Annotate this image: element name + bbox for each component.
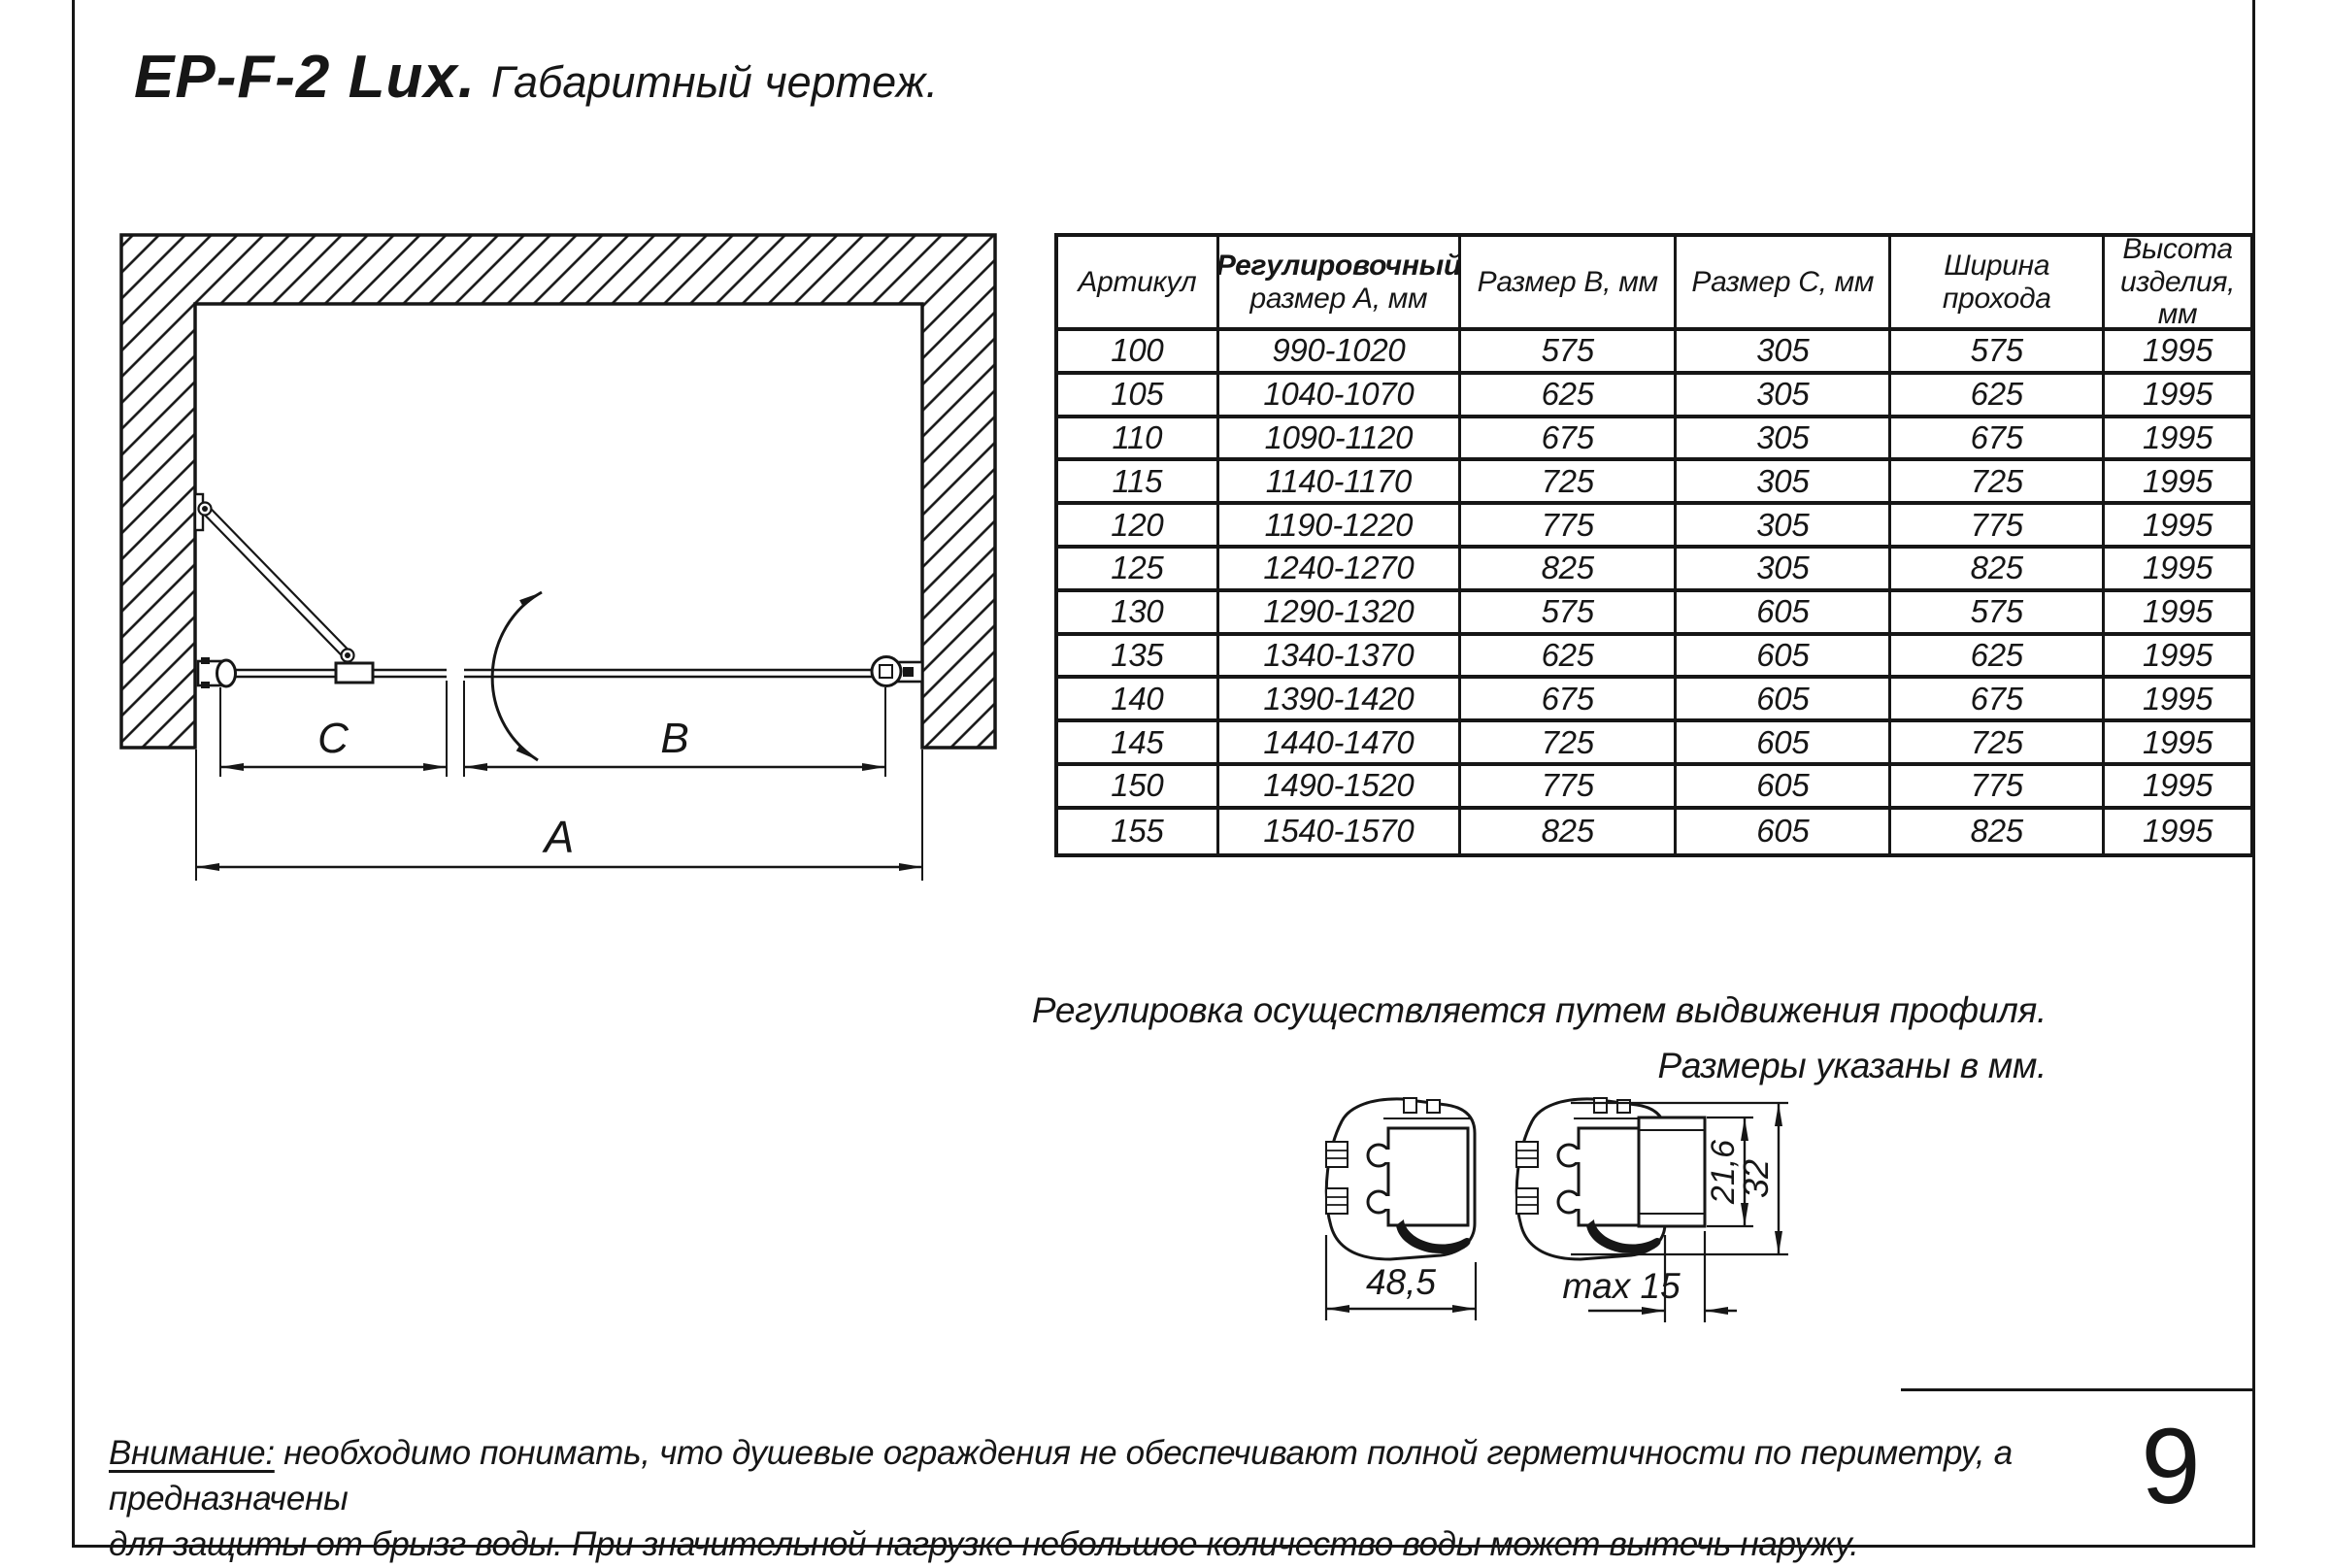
- table-cell: 825: [1461, 810, 1677, 853]
- table-cell: 1090-1120: [1219, 418, 1461, 462]
- table-cell: 625: [1891, 636, 2105, 680]
- table-cell: 725: [1461, 461, 1677, 505]
- table-cell: 1995: [2105, 331, 2250, 375]
- table-cell: 1490-1520: [1219, 766, 1461, 810]
- table-cell: 305: [1677, 505, 1891, 549]
- col-header-size-a-rest: размер A, мм: [1249, 282, 1428, 315]
- table-cell: 1995: [2105, 636, 2250, 680]
- support-bar-pivot-bottom: [345, 652, 350, 658]
- table-cell: 990-1020: [1219, 331, 1461, 375]
- table-cell: 305: [1677, 375, 1891, 418]
- table-cell: 1995: [2105, 461, 2250, 505]
- spec-table: [1054, 233, 2254, 857]
- table-cell: 725: [1891, 461, 2105, 505]
- table-cell: 1390-1420: [1219, 679, 1461, 722]
- table-cell: 775: [1891, 766, 2105, 810]
- dimension-drawing: [107, 223, 1029, 893]
- table-cell: 675: [1461, 418, 1677, 462]
- table-cell: 1140-1170: [1219, 461, 1461, 505]
- table-cell: 130: [1058, 592, 1219, 636]
- table-cell: 115: [1058, 461, 1219, 505]
- note-line-2: Размеры указаны в мм.: [1657, 1046, 2047, 1086]
- table-cell: 1995: [2105, 375, 2250, 418]
- right-wall-bracket: [872, 657, 922, 686]
- table-cell: 155: [1058, 810, 1219, 853]
- table-cell: 605: [1677, 722, 1891, 766]
- col-header-pass-width: Ширина прохода: [1891, 237, 2105, 331]
- table-cell: 1340-1370: [1219, 636, 1461, 680]
- table-cell: 725: [1891, 722, 2105, 766]
- table-cell: 675: [1891, 679, 2105, 722]
- col-header-size-a: [1215, 237, 1462, 331]
- table-cell: 1190-1220: [1219, 505, 1461, 549]
- table-cell: 725: [1461, 722, 1677, 766]
- table-cell: 625: [1461, 636, 1677, 680]
- profile-sections: [1315, 1092, 1796, 1340]
- profile-extended-insert: [1639, 1118, 1705, 1226]
- table-cell: 145: [1058, 722, 1219, 766]
- table-cell: 100: [1058, 331, 1219, 375]
- table-cell: 140: [1058, 679, 1219, 722]
- profile-outer-height-label: 32: [1736, 1158, 1776, 1199]
- table-cell: 1540-1570: [1219, 810, 1461, 853]
- warning-line-1-rest: необходимо понимать, что душевые ограждения не обеспечивают полной герметичности по периметру, а предназначены: [109, 1434, 2013, 1518]
- profile-retracted: [1326, 1098, 1475, 1259]
- adjustment-notes: [1032, 983, 2047, 1094]
- support-bar: [195, 494, 354, 662]
- table-cell: 1240-1270: [1219, 549, 1461, 592]
- warning-text: [109, 1431, 2050, 1568]
- table-cell: 305: [1677, 461, 1891, 505]
- table-cell: 825: [1891, 549, 2105, 592]
- table-cell: 575: [1461, 592, 1677, 636]
- drawing-subtitle: Габаритный чертеж.: [491, 57, 939, 107]
- table-cell: 625: [1461, 375, 1677, 418]
- table-cell: 575: [1461, 331, 1677, 375]
- table-cell: 575: [1891, 592, 2105, 636]
- table-cell: 605: [1677, 679, 1891, 722]
- dim-label-b: B: [660, 715, 689, 762]
- table-cell: 305: [1677, 549, 1891, 592]
- page-number: 9: [2141, 1407, 2201, 1526]
- col-header-article: Артикул: [1058, 237, 1219, 331]
- table-cell: 675: [1891, 418, 2105, 462]
- table-cell: 1995: [2105, 505, 2250, 549]
- support-bar-pivot-top: [202, 506, 208, 512]
- table-cell: 1995: [2142, 813, 2214, 850]
- warning-line-1: [109, 1431, 2050, 1522]
- table-cell: 110: [1058, 418, 1219, 462]
- table-cell: 675: [1461, 679, 1677, 722]
- table-cell: 605: [1677, 810, 1891, 853]
- table-cell: 105: [1058, 375, 1219, 418]
- table-cell: 120: [1058, 505, 1219, 549]
- table-cell: 1995: [2105, 766, 2250, 810]
- table-cell: 150: [1058, 766, 1219, 810]
- col-header-size-b: Размер B, мм: [1461, 237, 1677, 331]
- table-cell: 1290-1320: [1219, 592, 1461, 636]
- page-title: [134, 43, 938, 112]
- page-number-box: [2087, 1390, 2254, 1544]
- model-name: EP-F-2 Lux.: [134, 44, 477, 111]
- table-cell: 305: [1677, 331, 1891, 375]
- profile-max-extension-label: max 15: [1562, 1266, 1681, 1306]
- note-line-1: Регулировка осуществляется путем выдвижения профиля.: [1031, 990, 2047, 1030]
- table-cell: 825: [1891, 810, 2105, 853]
- table-cell: 605: [1677, 766, 1891, 810]
- page-frame-left: [72, 0, 75, 1548]
- support-bar-clamp: [336, 663, 373, 683]
- table-cell: 775: [1461, 766, 1677, 810]
- left-wall-bracket: [198, 657, 236, 688]
- col-header-size-c: Размер C, мм: [1677, 237, 1891, 331]
- table-cell: 305: [1677, 418, 1891, 462]
- table-cell: 125: [1058, 549, 1219, 592]
- dim-label-c: C: [317, 715, 349, 762]
- table-cell: 775: [1461, 505, 1677, 549]
- table-cell: 1440-1470: [1219, 722, 1461, 766]
- col-header-size-a-bold: Регулировочный: [1215, 249, 1462, 282]
- table-cell: 605: [1677, 592, 1891, 636]
- col-header-product-height: Высота изделия, мм: [2105, 237, 2250, 331]
- dim-label-a: A: [544, 812, 575, 862]
- warning-line-2: для защиты от брызг воды. При значительной нагрузке небольшое количество воды может вытечь наружу.: [109, 1524, 1859, 1563]
- table-cell: 1995: [2105, 592, 2250, 636]
- table-cell: 1995: [2105, 722, 2250, 766]
- profile-inner-height-label: 21,6: [1705, 1139, 1742, 1205]
- table-cell: 1995: [2105, 679, 2250, 722]
- table-cell: 625: [1891, 375, 2105, 418]
- table-cell: 1995: [2105, 418, 2250, 462]
- table-cell: 605: [1677, 636, 1891, 680]
- table-cell: 1995: [2105, 549, 2250, 592]
- table-cell: 1040-1070: [1219, 375, 1461, 418]
- warning-emphasis: Внимание:: [109, 1434, 275, 1472]
- table-cell: 775: [1891, 505, 2105, 549]
- table-cell: 825: [1461, 549, 1677, 592]
- glass-panels: [218, 670, 872, 677]
- table-cell: 135: [1058, 636, 1219, 680]
- table-cell: 575: [1891, 331, 2105, 375]
- profile-width-label: 48,5: [1365, 1262, 1437, 1302]
